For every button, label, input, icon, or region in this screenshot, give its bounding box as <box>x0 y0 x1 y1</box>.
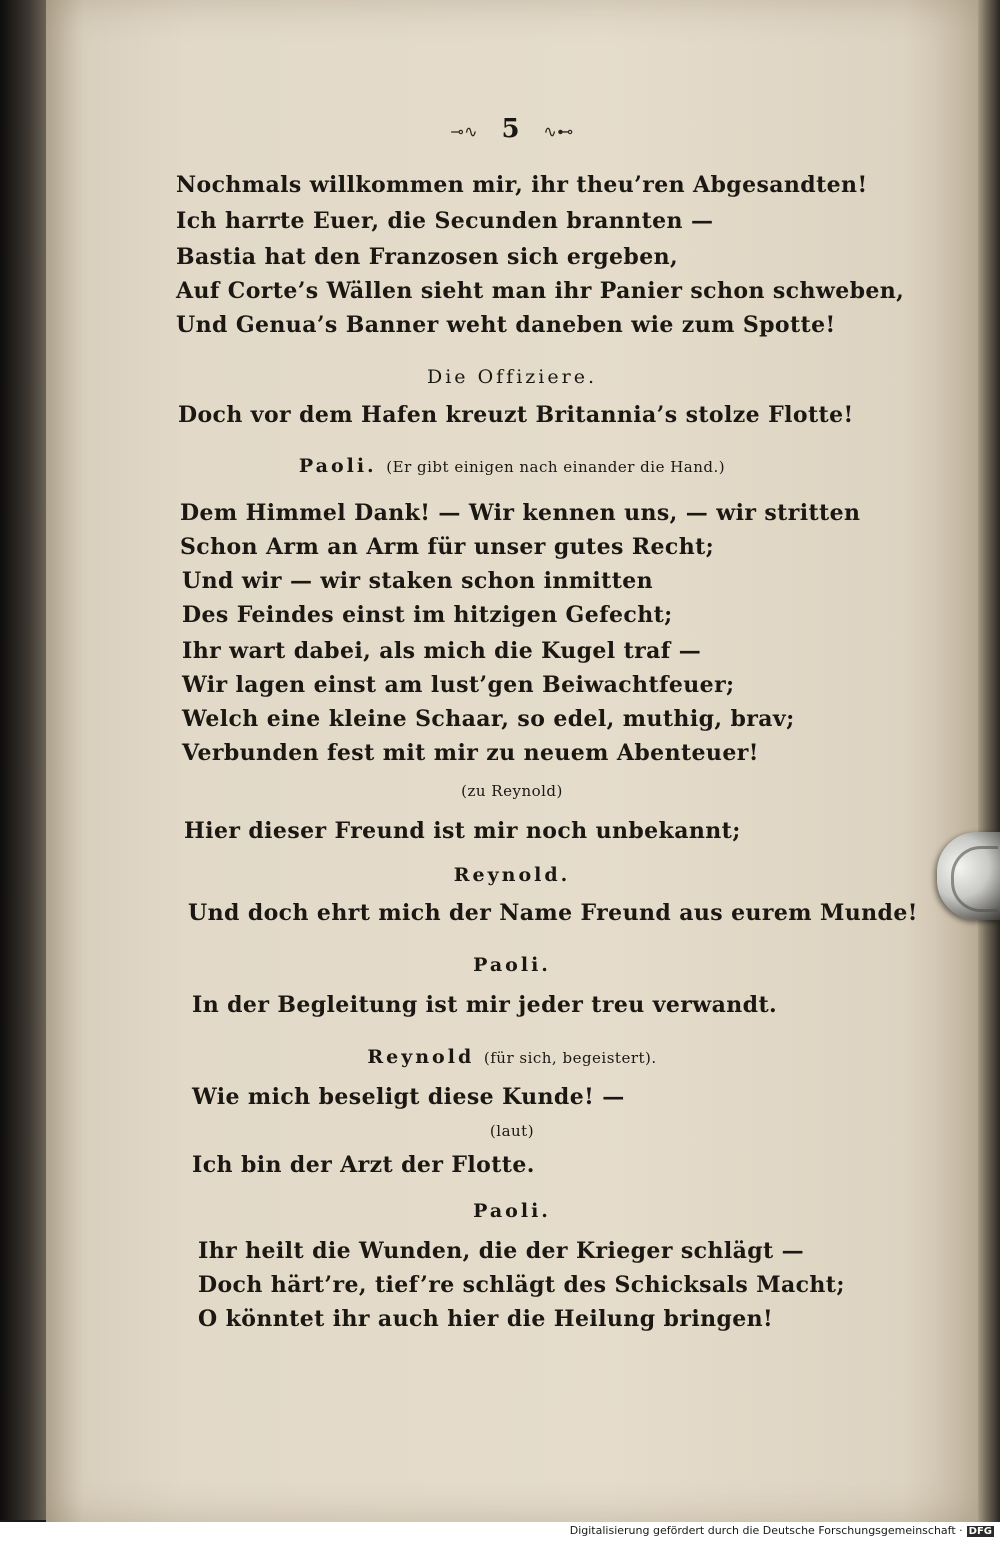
verse-line: Dem Himmel Dank! — Wir kennen uns, — wir stritten <box>180 500 861 526</box>
verse-line: Hier dieser Freund ist mir noch unbekannt; <box>184 818 741 844</box>
page-clip <box>937 832 1000 920</box>
verse-line: In der Begleitung ist mir jeder treu verwandt. <box>192 992 778 1018</box>
left-page-edge <box>0 0 46 1520</box>
verse-line: Wir lagen einst am lust’gen Beiwachtfeuer; <box>182 672 735 698</box>
speaker-name: Paoli. <box>298 455 377 477</box>
verse-line: Des Feindes einst im hitzigen Gefecht; <box>182 602 673 628</box>
verse-line: Doch vor dem Hafen kreuzt Britannia’s stolze Flotte! <box>178 402 854 428</box>
stage-direction: (für sich, begeistert). <box>483 1049 657 1067</box>
verse-line: Ich bin der Arzt der Flotte. <box>192 1152 535 1178</box>
header-ornament-left: ⊸∿ <box>450 122 478 141</box>
speaker-heading: Paoli. <box>473 954 551 976</box>
verse-line: Wie mich beseligt diese Kunde! — <box>192 1084 625 1110</box>
footer-bar <box>0 1522 1000 1541</box>
speaker-heading: Reynold. <box>453 864 571 886</box>
funding-credit <box>570 1524 994 1537</box>
verse-line: Ihr wart dabei, als mich die Kugel traf — <box>182 638 702 664</box>
speaker-heading: Paoli. <box>473 1200 551 1222</box>
funding-credit-text: Digitalisierung gefördert durch die Deutsche Forschungsgemeinschaft · <box>569 1524 963 1537</box>
verse-line: Bastia hat den Franzosen sich ergeben, <box>176 244 679 270</box>
verse-line: Schon Arm an Arm für unser gutes Recht; <box>180 534 715 560</box>
dfg-logo: DFG <box>968 1526 992 1537</box>
verse-line: Auf Corte’s Wällen sieht man ihr Panier schon schweben, <box>176 278 905 304</box>
speaker-heading: Die Offiziere. <box>426 366 597 388</box>
stage-direction: (zu Reynold) <box>461 782 563 800</box>
stage-direction: (laut) <box>489 1122 535 1140</box>
speaker-name: Reynold <box>367 1046 475 1068</box>
verse-line: Und Genua’s Banner weht daneben wie zum Spotte! <box>176 312 836 338</box>
page-header <box>46 114 978 144</box>
verse-line: Doch härt’re, tief’re schlägt des Schicksals Macht; <box>198 1272 845 1298</box>
verse-line: Und wir — wir staken schon inmitten <box>182 568 654 594</box>
page-number: 5 <box>501 114 520 144</box>
verse-line: Nochmals willkommen mir, ihr theu’ren Abgesandten! <box>176 172 868 198</box>
header-ornament-right: ∿⊷ <box>543 122 574 141</box>
book-page <box>46 0 978 1522</box>
verse-line: Und doch ehrt mich der Name Freund aus eurem Munde! <box>188 900 918 926</box>
stage-direction: (Er gibt einigen nach einander die Hand.) <box>386 458 726 476</box>
speaker-heading <box>46 1046 978 1068</box>
verse-line: Welch eine kleine Schaar, so edel, muthig, brav; <box>182 706 795 732</box>
right-page-edge <box>978 0 1000 1522</box>
verse-line: O könntet ihr auch hier die Heilung bringen! <box>198 1306 774 1332</box>
verse-line: Verbunden fest mit mir zu neuem Abenteuer! <box>182 740 759 766</box>
verse-line: Ihr heilt die Wunden, die der Krieger schlägt — <box>198 1238 805 1264</box>
speaker-heading <box>46 455 978 477</box>
verse-line: Ich harrte Euer, die Secunden brannten — <box>176 208 714 234</box>
